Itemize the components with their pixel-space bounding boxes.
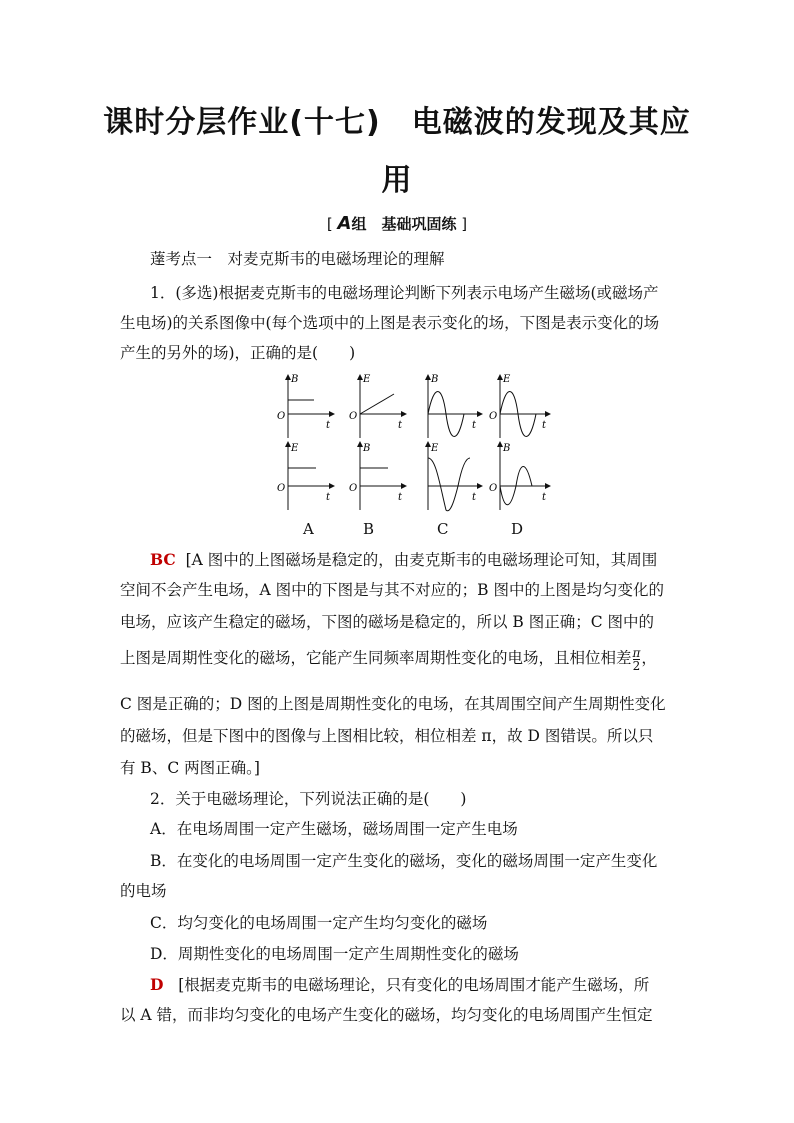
q2-option-b-line2: 的电场 [120, 882, 167, 900]
a1-line1 [150, 548, 710, 570]
a2-line1 [150, 973, 710, 995]
a1-line6: 的磁场，但是下图中的图像与上图相比较，相位相差 π，故 D 图错误。所以只 [120, 727, 654, 745]
a2-line1-text: [根据麦克斯韦的电磁场理论，只有变化的电场周围才能产生磁场，所 [178, 976, 650, 994]
graph-b-top [349, 374, 406, 438]
svg-text:B: B [363, 443, 371, 454]
a1-line4-text: 上图是周期性变化的磁场，它能产生同频率周期性变化的电场，且相位相差 [120, 649, 632, 667]
graph-c-top [428, 374, 482, 438]
a2-line2: 以 A 错，而非均匀变化的电场产生变化的磁场，均匀变化的电场周围产生恒定 [120, 1006, 653, 1024]
graph-a-bottom [277, 442, 334, 510]
group-label: 组 基础巩固练 [351, 215, 457, 233]
svg-text:B: B [503, 443, 511, 454]
graph-d-top [489, 374, 550, 438]
q1-line3: 产生的另外的场)，正确的是( ) [120, 344, 356, 362]
a1-line3: 电场，应该产生稳定的磁场，下图的磁场是稳定的，所以 B 图正确；C 图中的 [120, 613, 655, 631]
a1-answer: BC [150, 550, 176, 569]
svg-text:t: t [472, 492, 477, 503]
svg-text:t: t [542, 420, 547, 431]
svg-text:E: E [291, 443, 299, 454]
svg-text:E: E [503, 374, 511, 385]
group-heading [0, 213, 794, 234]
a2-answer: D [150, 975, 164, 994]
svg-text:t: t [326, 420, 331, 431]
svg-text:t: t [398, 492, 403, 503]
svg-text:t: t [472, 420, 477, 431]
q2-option-d: D．周期性变化的电场周围一定产生周期性变化的磁场 [150, 945, 519, 963]
svg-text:t: t [326, 492, 331, 503]
graph-b-bottom [349, 442, 406, 510]
svg-text:O: O [277, 483, 286, 494]
svg-text:O: O [277, 411, 286, 422]
svg-text:O: O [349, 483, 358, 494]
svg-text:t: t [542, 492, 547, 503]
field-graphs-figure [272, 370, 562, 530]
a1-line1-text: [A 图中的上图磁场是稳定的，由麦克斯韦的电磁场理论可知，其周围 [185, 551, 658, 569]
a1-line2: 空间不会产生电场，A 图中的下图是与其不对应的；B 图中的上图是均匀变化的 [120, 581, 664, 599]
section-heading: 薘考点一 对麦克斯韦的电磁场理论的理解 [150, 250, 445, 268]
group-letter: A [337, 213, 352, 234]
bracket-open: [ [326, 215, 333, 233]
svg-text:E: E [431, 443, 439, 454]
q2-stem: 2．关于电磁场理论，下列说法正确的是( ) [150, 790, 467, 808]
q2-option-c: C．均匀变化的电场周围一定产生均匀变化的磁场 [150, 914, 488, 932]
a1-line7: 有 B、C 两图正确。] [120, 759, 260, 777]
q1-line1: 1．(多选)根据麦克斯韦的电磁场理论判断下列表示电场产生磁场(或磁场产 [150, 284, 659, 302]
graph-a-top [277, 374, 334, 438]
svg-text:t: t [398, 420, 403, 431]
a1-line4-end: ， [641, 649, 657, 667]
svg-text:E: E [363, 374, 371, 385]
a1-line4 [120, 646, 680, 672]
q1-line2: 生电场)的关系图像中(每个选项中的上图是表示变化的场，下图是表示变化的场 [120, 314, 660, 332]
q2-option-b-line1: B．在变化的电场周围一定产生变化的磁场，变化的磁场周围一定产生变化 [150, 852, 658, 870]
page-title-line1: 课时分层作业(十七) 电磁波的发现及其应 [103, 105, 691, 140]
graph-d-bottom [489, 442, 550, 510]
fraction-pi-over-2: $\frac{\pi}{2}$ [632, 645, 641, 673]
svg-text:O: O [489, 483, 498, 494]
svg-text:O: O [489, 411, 498, 422]
option-label-d: D [511, 520, 524, 538]
bracket-close: ] [461, 215, 468, 233]
option-label-c: C [437, 520, 449, 538]
a1-line5: C 图是正确的；D 图的上图是周期性变化的电场，在其周围空间产生周期性变化 [120, 695, 666, 713]
option-label-a: A [303, 520, 314, 538]
graph-c-bottom [428, 442, 482, 511]
svg-text:O: O [349, 411, 358, 422]
svg-text:B: B [431, 374, 439, 385]
option-label-b: B [363, 520, 375, 538]
page-title-line2: 用 [381, 163, 413, 198]
q2-option-a: A．在电场周围一定产生磁场，磁场周围一定产生电场 [150, 820, 518, 838]
svg-text:B: B [291, 374, 299, 385]
